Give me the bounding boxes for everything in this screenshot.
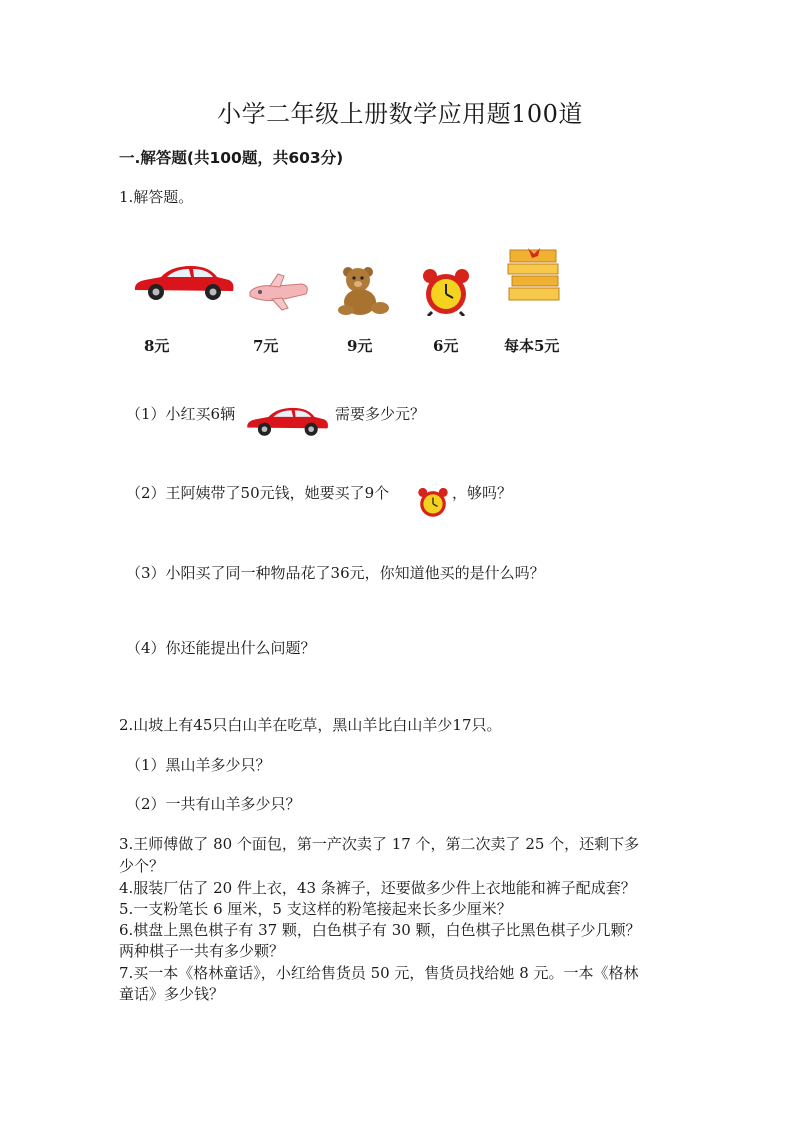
question-7-line1: 7.买一本《格林童话》，小红给售货员 50 元，售货员找给她 8 元。一本《格林 [119,964,639,982]
q1-sub4: （4）你还能提出什么问题？ [126,639,316,657]
question-1-heading: 1.解答题。 [119,188,194,206]
question-3-line1: 3.王师傅做了 80 个面包，第一产次卖了 17 个，第二次卖了 25 个，还剩下多 [119,835,640,853]
question-6-line2: 两种棋子一共有多少颗？ [119,942,285,960]
question-2: 2.山坡上有45只白山羊在吃草，黑山羊比白山羊少17只。 [119,716,502,734]
question-4: 4.服装厂估了 20 件上衣，43 条裤子，还要做多少件上衣地能和裤子配成套？ [119,879,636,897]
price-label-plane: 7元 [253,337,279,355]
car-icon [131,262,236,302]
q2-sub2: （2）一共有山羊多少只？ [126,795,301,813]
q1-sub3: （3）小阳买了同一种物品花了36元，你知道他买的是什么吗？ [126,564,545,582]
price-label-bear: 9元 [347,337,373,355]
question-3-line2: 少个？ [119,857,165,875]
section-heading: 一.解答题(共100题，共603分) [119,149,344,167]
q1-sub1-text-end: 需要多少元？ [335,405,426,423]
question-6-line1: 6.棋盘上黑色棋子有 37 颗，白色棋子有 30 颗，白色棋子比黑色棋子少几颗？ [119,921,641,939]
question-7-line2: 童话》多少钱？ [119,985,225,1003]
car-icon [244,404,330,438]
q2-sub1: （1）黑山羊多少只？ [126,756,271,774]
alarm-clock-icon [415,486,451,518]
q1-sub1-text-start: （1）小红买6辆 [126,405,236,423]
airplane-icon [246,272,312,312]
teddy-bear-icon [334,266,392,316]
page-title: 小学二年级上册数学应用题100道 [217,100,583,128]
alarm-clock-icon [418,266,474,316]
price-label-car: 8元 [144,337,170,355]
q1-sub2-text-end: ，够吗？ [452,484,513,502]
price-label-clock: 6元 [433,337,459,355]
question-5: 5.一支粉笔长 6 厘米，5 支这样的粉笔接起来长多少厘米？ [119,900,512,918]
q1-sub2-text-start: （2）王阿姨带了50元钱，她要买了9个 [126,484,390,502]
price-label-notebook: 每本5元 [504,337,560,355]
notebooks-icon [506,246,562,304]
